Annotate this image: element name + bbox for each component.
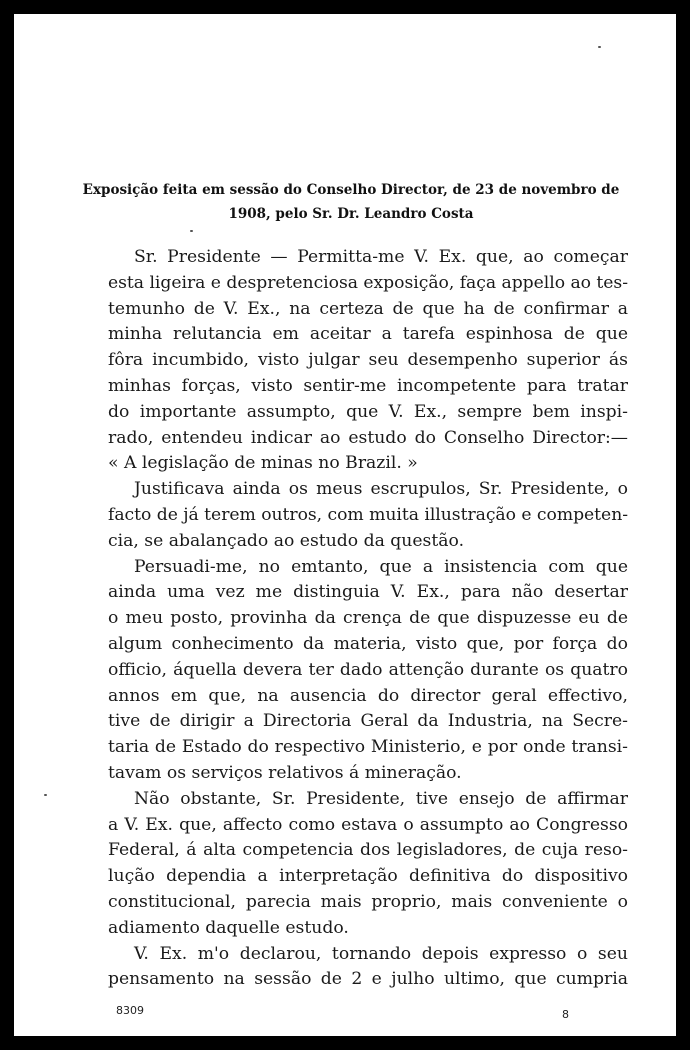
text-line: taria de Estado do respectivo Ministerio, e por onde transi- (108, 737, 628, 758)
paragraph (108, 942, 628, 994)
text-line: minha relutancia em aceitar a tarefa espinhosa de que (108, 324, 628, 345)
text-line: facto de já terem outros, com muita illustração e competen- (108, 504, 628, 525)
text-line: lução dependia a interpretação definitiva do dispositivo (108, 866, 628, 887)
text-line: algum conhecimento da materia, visto que, por força do (108, 633, 628, 654)
text-line: V. Ex. m'o declarou, tornando depois expresso o seu (134, 943, 628, 964)
text-line: tive de dirigir a Directoria Geral da Industria, na Secre- (108, 711, 628, 732)
paragraph (108, 787, 628, 942)
text-line: officio, áquella devera ter dado attenção durante os quatro (108, 659, 628, 680)
text-line: temunho de V. Ex., na certeza de que ha de confirmar a (108, 298, 628, 319)
paragraph (108, 245, 628, 477)
paragraph (108, 477, 628, 554)
text-line: pensamento na sessão de 2 e julho ultimo, que cumpria (108, 969, 628, 990)
text-line: adiamento daquelle estudo. (108, 917, 349, 938)
text-line: constitucional, parecia mais proprio, mais conveniente o (108, 891, 628, 912)
document-heading (68, 178, 634, 226)
text-line: Federal, á alta competencia dos legisladores, de cuja reso- (108, 840, 628, 861)
text-line: o meu posto, provinha da crença de que dispuzesse eu de (108, 608, 628, 629)
print-speck (44, 794, 47, 796)
printer-code: 8309 (116, 1004, 144, 1017)
text-line: do importante assumpto, que V. Ex., sempre bem inspi- (108, 401, 628, 422)
text-line: cia, se abalançado ao estudo da questão. (108, 530, 465, 551)
page-number: 8 (562, 1008, 569, 1021)
text-line: Sr. Presidente — Permitta-me V. Ex. que, ao começar (134, 247, 628, 267)
text-line: « A legislação de minas no Brazil. » (108, 453, 418, 474)
text-line: Persuadi-me, no emtanto, que a insistencia com que (134, 556, 628, 577)
print-speck (598, 46, 601, 48)
document-page (14, 14, 676, 1036)
text-line: annos em que, na ausencia do director geral effectivo, (108, 685, 628, 706)
text-line: minhas forças, visto sentir-me incompetente para tratar (108, 375, 628, 396)
text-line: esta ligeira e despretenciosa exposição, faça appello ao tes- (108, 272, 628, 293)
heading-line: 1908, pelo Sr. Dr. Leandro Costa (228, 206, 474, 222)
heading-line: Exposição feita em sessão do Conselho Director, de 23 de novembro de (82, 182, 620, 198)
paragraph (108, 555, 628, 787)
print-speck (190, 230, 193, 232)
text-line: tavam os serviços relativos á mineração. (108, 762, 462, 783)
text-line: Não obstante, Sr. Presidente, tive ensejo de affirmar (134, 788, 628, 809)
text-line: fôra incumbido, visto julgar seu desempenho superior ás (108, 350, 628, 371)
text-line: ainda uma vez me distinguia V. Ex., para não desertar (108, 582, 628, 603)
body-text (108, 245, 628, 993)
text-line: a V. Ex. que, affecto como estava o assumpto ao Congresso (108, 814, 628, 835)
text-line: Justificava ainda os meus escrupulos, Sr. Presidente, o (134, 479, 628, 500)
text-line: rado, entendeu indicar ao estudo do Conselho Director:— (108, 427, 628, 448)
